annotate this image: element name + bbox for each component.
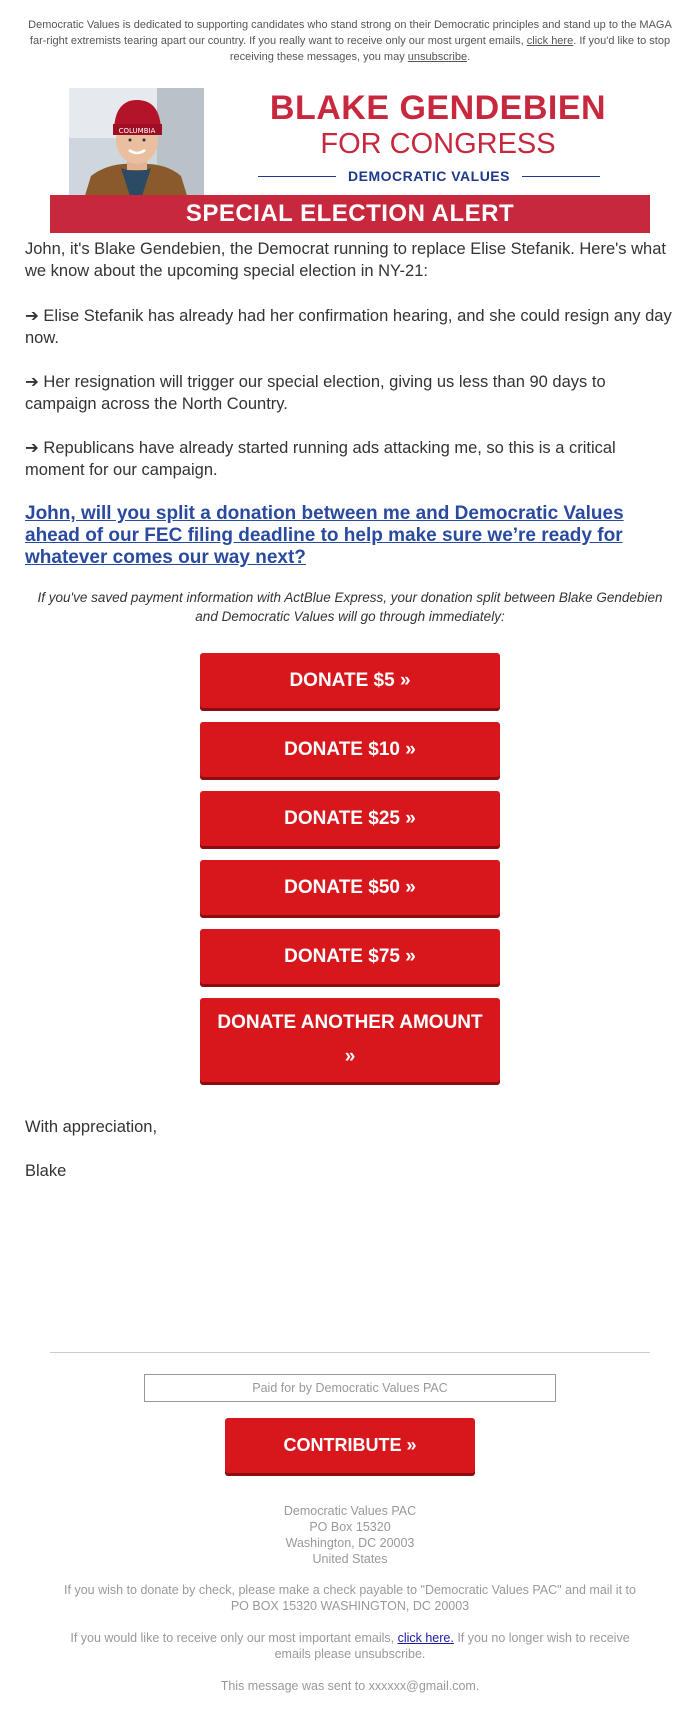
arrow-icon: ➔ — [25, 373, 39, 391]
bullet-2-text: Her resignation will trigger our special election, giving us less than 90 days to campaign across the North Country. — [25, 373, 606, 413]
preheader-text-end: . — [467, 51, 471, 63]
preheader-text: Democratic Values is dedicated to supporting candidates who stand strong on their Democratic principles and stand up to the MAGA far-right extremists tearing apart our country. If you really want to receive only our most urgent emails, — [28, 19, 672, 47]
intro-paragraph: John, it's Blake Gendebien, the Democrat running to replace Elise Stefanik. Here's what we know about the upcoming special election in NY-21: — [25, 240, 666, 280]
candidate-name: BLAKE GENDEBIEN — [269, 89, 607, 127]
address-line-1: Democratic Values PAC — [283, 1504, 417, 1518]
email-preferences-note — [70, 1630, 630, 1662]
paid-for-disclaimer: Paid for by Democratic Values PAC — [144, 1374, 556, 1402]
mailing-address — [50, 1503, 650, 1567]
donate-another-amount-button[interactable] — [200, 998, 500, 1082]
preferences-click-here-link[interactable]: click here. — [397, 1631, 454, 1645]
donate-25-button[interactable]: DONATE $25 » — [200, 791, 500, 846]
sent-to-note: This message was sent to xxxxxx@gmail.com. — [220, 1679, 480, 1693]
bullet-3 — [25, 437, 675, 481]
org-rule-right — [522, 176, 600, 177]
bullet-3-text: Republicans have already started running ads attacking me, so this is a critical moment for our campaign. — [25, 439, 616, 479]
check-donation-note: If you wish to donate by check, please make a check payable to "Democratic Values PAC" and mail it to PO BOX 15320 WASHINGTON, DC 20003 — [64, 1583, 636, 1613]
closing-line: With appreciation, — [25, 1118, 158, 1136]
signature-name: Blake — [25, 1162, 67, 1180]
donate-50-button[interactable]: DONATE $50 » — [200, 860, 500, 915]
hat-text: COLUMBIA — [118, 127, 156, 135]
address-line-3: Washington, DC 20003 — [285, 1536, 415, 1550]
org-name — [258, 168, 600, 184]
arrow-icon: ➔ — [25, 307, 39, 325]
bullet-2 — [25, 371, 675, 415]
footer-divider — [50, 1352, 650, 1353]
preheader — [25, 17, 675, 65]
donate-another-amount-line2: » — [344, 1046, 356, 1067]
bullet-1 — [25, 305, 675, 349]
preheader-text-middle: . If you'd like to stop receiving these messages, you may — [229, 35, 671, 63]
contribute-button[interactable]: CONTRIBUTE » — [225, 1418, 475, 1473]
org-rule-left — [258, 176, 336, 177]
org-name-text: DEMOCRATIC VALUES — [348, 168, 510, 184]
actblue-note: If you've saved payment information with ActBlue Express, your donation split between Blake Gendebien and Democratic Values will go through immediately: — [37, 590, 663, 624]
preferences-text-after: If you no longer wish to receive emails please unsubscribe. — [274, 1631, 630, 1661]
arrow-icon: ➔ — [25, 439, 39, 457]
donation-ask-link[interactable]: John, will you split a donation between me and Democratic Values ahead of our FEC filing deadline to help make sure we’re ready for whatever comes our way next? — [25, 503, 624, 568]
preferences-text-before: If you would like to receive only our most important emails, — [70, 1631, 398, 1645]
preheader-click-here-link[interactable]: click here — [526, 35, 574, 47]
special-election-alert: SPECIAL ELECTION ALERT — [50, 195, 650, 233]
bullet-1-text: Elise Stefanik has already had her confirmation hearing, and she could resign any day now. — [25, 307, 672, 347]
donate-75-button[interactable]: DONATE $75 » — [200, 929, 500, 984]
address-line-4: United States — [312, 1552, 388, 1566]
candidate-subtitle: FOR CONGRESS — [320, 128, 556, 160]
donate-5-button[interactable]: DONATE $5 » — [200, 653, 500, 708]
donate-10-button[interactable]: DONATE $10 » — [200, 722, 500, 777]
address-line-2: PO Box 15320 — [309, 1520, 391, 1534]
preheader-unsubscribe-link[interactable]: unsubscribe — [407, 51, 468, 63]
donate-another-amount-line1: DONATE ANOTHER AMOUNT — [217, 1012, 483, 1033]
header-banner — [50, 88, 650, 233]
